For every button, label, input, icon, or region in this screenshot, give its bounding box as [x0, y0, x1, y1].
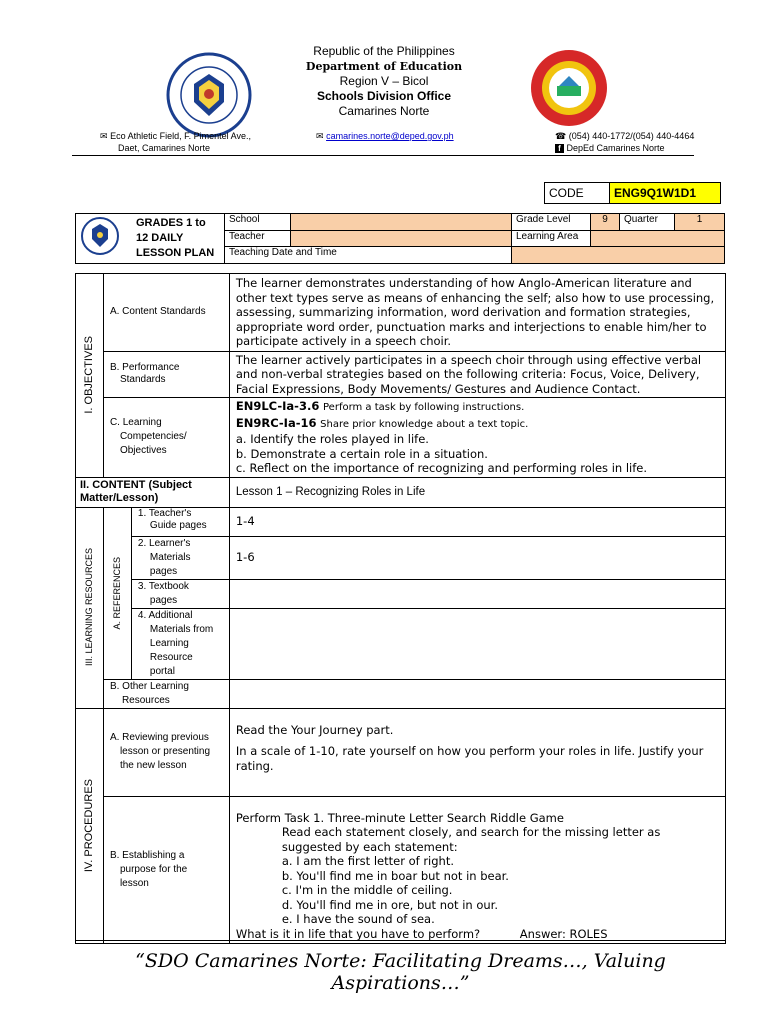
riddle-d: d. You'll find me in ore, but not in our. — [281, 897, 498, 912]
deped-seal-small — [78, 216, 122, 256]
phone-icon: ☎ — [555, 131, 567, 141]
riddle-b: b. You'll find me in boar but not in bear. — [281, 868, 509, 883]
teaching-date-label: Teaching Date and Time — [225, 247, 512, 264]
ref-teachers-guide-value: 1-4 — [229, 507, 725, 536]
other-resources-value — [229, 679, 725, 708]
riddle-c: c. I'm in the middle of ceiling. — [281, 883, 453, 897]
grade-level-label: Grade Level — [512, 214, 591, 231]
performance-standards-text: The learner actively participates in a speech choir through using effective verbal and non-verbal strategies based on the following criteria: Focus, Voice, Delivery, Facial Expressions, Body Movements/ Gestures and Audience Contact. — [229, 351, 725, 398]
code-box — [544, 182, 721, 204]
lc-item-b: b. Demonstrate a certain role in a situation. — [235, 446, 488, 461]
content-standards-text: The learner demonstrates understanding of how Anglo-American literature and other text types serve as means of enhancing the self; also how to use processing, assessing, summarizing information, word derivation and formation strategies, appropriate word order, punctuation marks and interjections to enable him/her to participate actively in a speech choir. — [229, 274, 725, 352]
riddle-answer: Answer: ROLES — [519, 926, 608, 941]
content-value: Lesson 1 – Recognizing Roles in Life — [229, 477, 725, 507]
ref-learners-materials-label: 2. Learner's Materials pages — [131, 536, 229, 579]
other-resources-label: B. Other Learning Resources — [103, 679, 229, 708]
header-sdo: Schools Division Office — [316, 89, 452, 103]
lc-code-2: EN9RC-Ia-16 — [235, 415, 317, 430]
email-link[interactable]: camarines.norte@deped.gov.ph — [326, 131, 454, 141]
learning-area-field[interactable] — [591, 230, 725, 247]
header-divider — [72, 155, 694, 156]
learning-area-label: Learning Area — [512, 230, 591, 247]
lesson-plan-table — [75, 273, 726, 944]
content-standards-label: A. Content Standards — [103, 274, 229, 352]
email-block — [316, 130, 454, 142]
resources-header-cell — [76, 507, 104, 708]
procedure-b-instructions: Read each statement closely, and search for the missing letter as suggested by each statement: — [281, 825, 661, 854]
mail-icon: ✉ — [316, 131, 324, 141]
building-icon: ✉ — [100, 131, 108, 141]
performance-standards-label: B. Performance Standards — [103, 351, 229, 398]
resources-heading: III. LEARNING RESOURCES — [84, 548, 95, 667]
code-label: CODE — [545, 183, 610, 204]
procedure-a-p1: Read the Your Journey part. — [235, 722, 394, 737]
school-label: School — [225, 214, 291, 231]
lc-code-1: EN9LC-Ia-3.6 — [235, 399, 320, 413]
procedures-heading: IV. PROCEDURES — [83, 778, 96, 873]
procedure-b-text — [229, 796, 725, 943]
teacher-label: Teacher — [225, 230, 291, 247]
teaching-date-field[interactable] — [512, 247, 725, 264]
references-heading: A. REFERENCES — [112, 556, 123, 630]
phone-block: ☎ (054) 440-1772/(054) 440-4464 f DepEd Camarines Norte — [555, 131, 695, 153]
objectives-heading: I. OBJECTIVES — [83, 336, 96, 415]
lesson-header-table — [75, 213, 725, 264]
riddle-a: a. I am the first letter of right. — [281, 854, 454, 868]
learning-competencies-text: EN9LC-Ia-3.6 Perform a task by following instructions. EN9RC-Ia-16 Share prior knowledge about a text topic. a. Identify the roles played in life. b. Demonstrate a certain role in a situation. c. Reflect on the importance of recognizing and performing roles in life. — [229, 398, 725, 478]
learning-competencies-label: C. Learning Competencies/ Objectives — [103, 398, 229, 478]
school-field[interactable] — [291, 214, 512, 231]
ref-lr-portal-value — [229, 608, 725, 679]
ref-textbook-label: 3. Textbook pages — [131, 579, 229, 608]
address-block: ✉ Eco Athletic Field, F. Pimentel Ave., Daet, Camarines Norte — [100, 131, 251, 153]
content-label: II. CONTENT (Subject Matter/Lesson) — [76, 477, 230, 507]
riddle-e: e. I have the sound of sea. — [281, 912, 435, 926]
teacher-field[interactable] — [291, 230, 512, 247]
header-region: Region V – Bicol — [339, 74, 429, 88]
procedure-a-p2: In a scale of 1-10, rate yourself on how you perform your roles in life. Justify your rating. — [235, 744, 704, 773]
header-seal-cell — [76, 214, 133, 264]
ref-teachers-guide-label: 1. Teacher's Guide pages — [131, 507, 229, 536]
ref-textbook-value — [229, 579, 725, 608]
riddle-question: What is it in life that you have to perform? Answer: ROLES — [235, 926, 608, 941]
code-value: ENG9Q1W1D1 — [610, 183, 721, 204]
grade-level-value: 9 — [591, 214, 620, 231]
procedure-a-text — [229, 708, 725, 796]
quarter-label: Quarter — [620, 214, 675, 231]
facebook-icon: f — [555, 144, 564, 153]
procedure-b-title: Perform Task 1. Three-minute Letter Search Riddle Game — [235, 810, 564, 825]
procedure-b-label: B. Establishing a purpose for the lesson — [103, 796, 229, 943]
references-cell — [103, 507, 131, 679]
quarter-value: 1 — [675, 214, 725, 231]
ref-learners-materials-value: 1-6 — [229, 536, 725, 579]
header-province: Camarines Norte — [338, 104, 430, 118]
header-department: Department of Education — [305, 60, 463, 73]
lc-item-a: a. Identify the roles played in life. — [235, 432, 429, 446]
objectives-header-cell — [76, 274, 104, 478]
lc-item-c: c. Reflect on the importance of recognizing and performing roles in life. — [235, 461, 648, 475]
ref-lr-portal-label: 4. Additional Materials from Learning Resource portal — [131, 608, 229, 679]
footer-divider — [75, 940, 726, 941]
procedure-a-label: A. Reviewing previous lesson or presenting the new lesson — [103, 708, 229, 796]
header-republic: Republic of the Philippines — [313, 44, 455, 58]
footer-motto: “SDO Camarines Norte: Facilitating Dreams…, Valuing Aspirations…” — [135, 950, 666, 994]
lesson-plan-title: GRADES 1 to 12 DAILY LESSON PLAN — [132, 214, 225, 264]
sdo-seal-right — [529, 48, 609, 128]
procedures-header-cell — [76, 708, 104, 943]
